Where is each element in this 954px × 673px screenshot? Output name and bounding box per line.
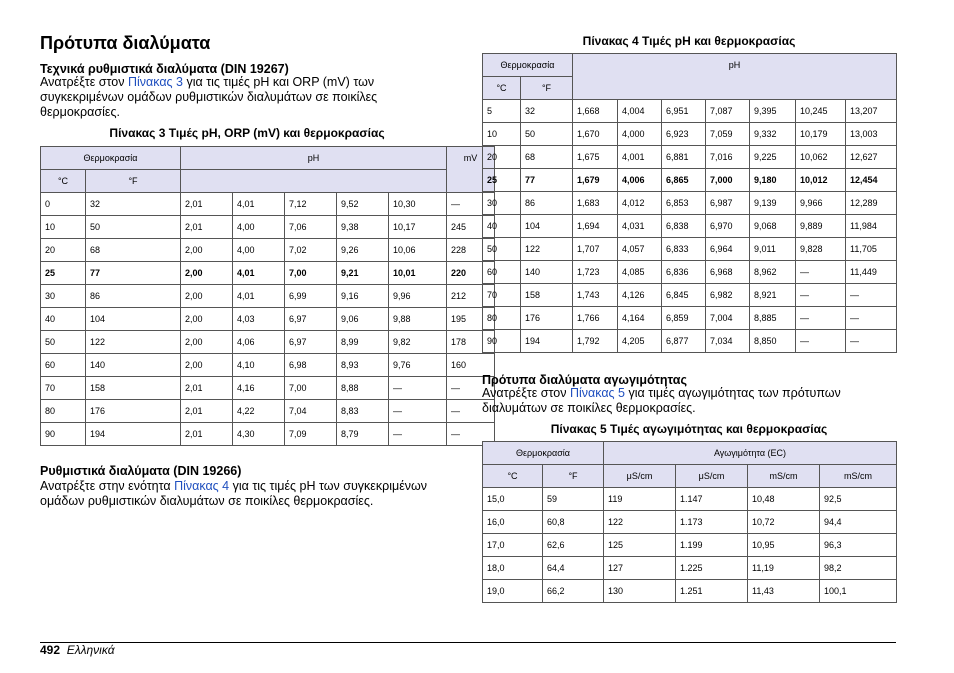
table-cell: 2,00 (181, 239, 233, 262)
table-cell: 194 (86, 423, 181, 446)
table-cell: 9,06 (337, 308, 389, 331)
table-header-unit: μS/cm (676, 465, 748, 488)
table-cell: 220 (447, 262, 495, 285)
table-cell: 20 (41, 239, 86, 262)
table-cell: 1,675 (573, 146, 618, 169)
table-cell: 10,179 (796, 123, 846, 146)
table-cell: 8,850 (750, 330, 796, 353)
table-5-subheader (483, 465, 897, 488)
table-cell: 2,01 (181, 423, 233, 446)
table-cell: 6,97 (285, 308, 337, 331)
table-cell: 86 (521, 192, 573, 215)
table-cell: 119 (604, 488, 676, 511)
table-cell: 1,694 (573, 215, 618, 238)
table-cell: 16,0 (483, 511, 543, 534)
table-cell: 10 (483, 123, 521, 146)
table-header-unit: mS/cm (748, 465, 820, 488)
footer-rule (40, 642, 896, 643)
table-cell: 9,180 (750, 169, 796, 192)
table-cell: 10,01 (389, 262, 447, 285)
table-cell: 8,83 (337, 400, 389, 423)
table-cell: 10,245 (796, 100, 846, 123)
table-row (483, 284, 897, 307)
table-cell: 11,19 (748, 557, 820, 580)
table-row (483, 146, 897, 169)
table-cell: 1.199 (676, 534, 748, 557)
table-cell: 9,38 (337, 216, 389, 239)
table-cell: 9,225 (750, 146, 796, 169)
table-cell: 2,00 (181, 331, 233, 354)
link-table-3[interactable]: Πίνακας 3 (127, 75, 184, 89)
table-cell: 12,289 (846, 192, 897, 215)
table-cell: 4,06 (233, 331, 285, 354)
table-cell: 7,04 (285, 400, 337, 423)
table-cell: — (796, 307, 846, 330)
table-cell: 4,164 (618, 307, 662, 330)
table-cell: 6,923 (662, 123, 706, 146)
table-cell: 7,016 (706, 146, 750, 169)
table-cell: 6,859 (662, 307, 706, 330)
section-heading-conductivity: Πρότυπα διαλύματα αγωγιμότητας (482, 373, 687, 387)
page-number: 492 (40, 643, 61, 657)
table-cell: 6,853 (662, 192, 706, 215)
table-header-ph: pH (181, 147, 447, 170)
table-cell: 9,332 (750, 123, 796, 146)
table-cell: 122 (86, 331, 181, 354)
table-cell: 86 (86, 285, 181, 308)
table-4-caption: Πίνακας 4 Τιμές pH και θερμοκρασίας (582, 34, 796, 48)
table-cell: 7,059 (706, 123, 750, 146)
table-cell: — (846, 284, 897, 307)
table-cell: 10,30 (389, 193, 447, 216)
table-cell: 140 (521, 261, 573, 284)
table-cell: 4,085 (618, 261, 662, 284)
table-cell: 7,00 (285, 262, 337, 285)
table-cell: 64,4 (543, 557, 604, 580)
table-cell: — (389, 377, 447, 400)
table-cell: 1,743 (573, 284, 618, 307)
table-cell: 10,062 (796, 146, 846, 169)
table-header-temperature: Θερμοκρασία (41, 147, 181, 170)
table-cell: 7,034 (706, 330, 750, 353)
table-cell: 10 (41, 216, 86, 239)
table-cell: 10,012 (796, 169, 846, 192)
table-cell: — (447, 193, 495, 216)
table-cell: 66,2 (543, 580, 604, 603)
table-3-body (41, 193, 495, 446)
table-cell: 9,395 (750, 100, 796, 123)
table-cell: 6,838 (662, 215, 706, 238)
table-cell: 11,449 (846, 261, 897, 284)
table-cell: 8,93 (337, 354, 389, 377)
table-cell: 6,99 (285, 285, 337, 308)
table-cell: 9,76 (389, 354, 447, 377)
text-segment: Ανατρέξτε στον (40, 75, 128, 89)
link-table-5[interactable]: Πίνακας 5 (569, 386, 626, 400)
table-cell: 11,43 (748, 580, 820, 603)
table-cell: 6,845 (662, 284, 706, 307)
table-cell: 104 (86, 308, 181, 331)
table-cell: — (389, 423, 447, 446)
table-cell: 7,06 (285, 216, 337, 239)
table-cell: 195 (447, 308, 495, 331)
table-cell: 2,01 (181, 377, 233, 400)
table-cell: 7,09 (285, 423, 337, 446)
table-cell: 1.147 (676, 488, 748, 511)
text-segment: για τιμές αγωγιμότητας των πρότυπων διαλυμάτων σε ποικίλες θερμοκρασίες. (482, 386, 841, 415)
table-cell: 70 (483, 284, 521, 307)
table-cell: 77 (86, 262, 181, 285)
table-cell: 32 (86, 193, 181, 216)
table-cell: — (447, 400, 495, 423)
table-header-fahrenheit: °F (86, 170, 181, 193)
table-row (483, 307, 897, 330)
table-cell: 1,707 (573, 238, 618, 261)
table-cell: 4,205 (618, 330, 662, 353)
table-row (483, 330, 897, 353)
table-cell: 7,00 (285, 377, 337, 400)
table-cell: 2,01 (181, 400, 233, 423)
table-row (483, 261, 897, 284)
table-cell: 98,2 (820, 557, 897, 580)
table-cell: 10,48 (748, 488, 820, 511)
table-cell: 30 (483, 192, 521, 215)
table-cell: 1.225 (676, 557, 748, 580)
table-cell: 96,3 (820, 534, 897, 557)
table-row (483, 488, 897, 511)
table-cell: 4,22 (233, 400, 285, 423)
table-cell: 9,011 (750, 238, 796, 261)
table-row (41, 216, 495, 239)
table-cell: 9,26 (337, 239, 389, 262)
table-cell: — (796, 284, 846, 307)
table-cell: 4,03 (233, 308, 285, 331)
table-4-body (483, 100, 897, 353)
table-cell: 158 (521, 284, 573, 307)
table-cell: 59 (543, 488, 604, 511)
table-cell: 1,683 (573, 192, 618, 215)
table-header-unit: °F (543, 465, 604, 488)
table-cell: — (796, 261, 846, 284)
table-row (41, 377, 495, 400)
table-cell: 6,987 (706, 192, 750, 215)
table-cell: 1,670 (573, 123, 618, 146)
table-cell: 19,0 (483, 580, 543, 603)
table-cell: 6,951 (662, 100, 706, 123)
table-cell: 1,723 (573, 261, 618, 284)
table-cell: 68 (521, 146, 573, 169)
table-cell: 8,885 (750, 307, 796, 330)
table-cell: 6,97 (285, 331, 337, 354)
table-cell: 6,970 (706, 215, 750, 238)
table-cell: 1,766 (573, 307, 618, 330)
table-cell: 9,068 (750, 215, 796, 238)
table-cell: 11,705 (846, 238, 897, 261)
table-4 (482, 53, 897, 353)
table-header-celsius: °C (41, 170, 86, 193)
table-cell: 9,52 (337, 193, 389, 216)
table-cell: 25 (41, 262, 86, 285)
table-cell: 8,962 (750, 261, 796, 284)
table-header-temperature: Θερμοκρασία (483, 442, 604, 465)
table-cell: 245 (447, 216, 495, 239)
table-cell: 7,12 (285, 193, 337, 216)
table-cell: 90 (41, 423, 86, 446)
table-cell: 6,964 (706, 238, 750, 261)
table-cell: 228 (447, 239, 495, 262)
table-cell: 130 (604, 580, 676, 603)
table-cell: — (846, 330, 897, 353)
table-cell: 158 (86, 377, 181, 400)
table-row (483, 100, 897, 123)
table-cell: — (447, 377, 495, 400)
page-title: Πρότυπα διαλύματα (40, 33, 211, 53)
table-cell: 12,627 (846, 146, 897, 169)
table-cell: 4,031 (618, 215, 662, 238)
table-cell: 122 (604, 511, 676, 534)
table-cell: 6,865 (662, 169, 706, 192)
table-cell: 80 (483, 307, 521, 330)
table-cell: 70 (41, 377, 86, 400)
table-cell: 80 (41, 400, 86, 423)
table-cell: 60 (483, 261, 521, 284)
table-cell: 6,877 (662, 330, 706, 353)
table-cell: 8,79 (337, 423, 389, 446)
text-segment: για τις τιμές pH των συγκεκριμένων ομάδων ρυθμιστικών διαλυμάτων σε ποικίλες θερμοκρασίες. (40, 479, 428, 508)
table-row (483, 238, 897, 261)
table-cell: 2,00 (181, 354, 233, 377)
table-row (483, 192, 897, 215)
table-cell: 50 (41, 331, 86, 354)
table-cell: 20 (483, 146, 521, 169)
table-cell: 178 (447, 331, 495, 354)
table-cell: 1,792 (573, 330, 618, 353)
table-cell: 12,454 (846, 169, 897, 192)
table-cell: 30 (41, 285, 86, 308)
table-cell: 4,004 (618, 100, 662, 123)
footer (40, 643, 115, 657)
table-cell: 176 (86, 400, 181, 423)
table-row (41, 262, 495, 285)
table-cell: 9,21 (337, 262, 389, 285)
table-cell: 8,88 (337, 377, 389, 400)
table-row (483, 511, 897, 534)
table-cell: 4,057 (618, 238, 662, 261)
table-row (483, 534, 897, 557)
table-cell: 11,984 (846, 215, 897, 238)
table-cell: 9,889 (796, 215, 846, 238)
table-cell: 9,828 (796, 238, 846, 261)
table-3 (40, 146, 495, 446)
table-5-body (483, 488, 897, 603)
table-cell: 5 (483, 100, 521, 123)
table-cell: — (389, 400, 447, 423)
table-cell: 4,006 (618, 169, 662, 192)
table-header-mv: mV (447, 147, 495, 193)
table-header-conductivity: Αγωγιμότητα (EC) (604, 442, 897, 465)
table-cell: 50 (521, 123, 573, 146)
table-row (41, 285, 495, 308)
section-heading-din19266: Ρυθμιστικά διαλύματα (DIN 19266) (40, 464, 242, 478)
table-row (483, 557, 897, 580)
table-cell: 6,98 (285, 354, 337, 377)
table-cell: 8,921 (750, 284, 796, 307)
table-cell: 10,95 (748, 534, 820, 557)
table-cell: 9,966 (796, 192, 846, 215)
table-cell: 50 (483, 238, 521, 261)
table-row (483, 123, 897, 146)
table-row (483, 215, 897, 238)
table-cell: 2,01 (181, 216, 233, 239)
table-cell: 212 (447, 285, 495, 308)
table-cell: 122 (521, 238, 573, 261)
table-row (41, 354, 495, 377)
table-cell: 62,6 (543, 534, 604, 557)
table-cell: 1,668 (573, 100, 618, 123)
table-row (483, 580, 897, 603)
table-cell: 68 (86, 239, 181, 262)
table-cell: 2,00 (181, 285, 233, 308)
table-cell: 60,8 (543, 511, 604, 534)
table-cell: 60 (41, 354, 86, 377)
table-cell: 6,833 (662, 238, 706, 261)
table-cell: 9,96 (389, 285, 447, 308)
table-cell: 4,01 (233, 193, 285, 216)
table-3-caption: Πίνακας 3 Τιμές pH, ORP (mV) και θερμοκρασίας (109, 126, 385, 140)
table-cell: 4,001 (618, 146, 662, 169)
table-cell: 7,087 (706, 100, 750, 123)
table-cell: 2,01 (181, 193, 233, 216)
table-cell: — (447, 423, 495, 446)
table-cell: 25 (483, 169, 521, 192)
table-cell: 4,01 (233, 262, 285, 285)
table-cell: 7,004 (706, 307, 750, 330)
table-row (41, 423, 495, 446)
table-cell: 6,968 (706, 261, 750, 284)
table-row (41, 331, 495, 354)
section-text-din19267 (40, 75, 405, 120)
section-heading-din19267: Τεχνικά ρυθμιστικά διαλύματα (DIN 19267) (40, 62, 289, 76)
table-cell: 140 (86, 354, 181, 377)
text-segment: Ανατρέξτε στην ενότητα (40, 479, 175, 493)
table-cell: 1.173 (676, 511, 748, 534)
section-text-din19266 (40, 479, 454, 509)
text-segment: Ανατρέξτε στον (482, 386, 570, 400)
table-row (41, 308, 495, 331)
table-cell: 40 (483, 215, 521, 238)
table-header-temperature: Θερμοκρασία (483, 54, 573, 77)
table-cell: 77 (521, 169, 573, 192)
table-cell: 92,5 (820, 488, 897, 511)
table-cell: 4,30 (233, 423, 285, 446)
table-5 (482, 441, 897, 603)
table-cell: 2,00 (181, 262, 233, 285)
table-row (41, 400, 495, 423)
table-cell: 9,82 (389, 331, 447, 354)
table-header-fahrenheit: °F (521, 77, 573, 100)
table-cell: 1,679 (573, 169, 618, 192)
footer-language: Ελληνικά (66, 643, 115, 657)
table-header-unit: °C (483, 465, 543, 488)
table-cell: 0 (41, 193, 86, 216)
table-cell: 100,1 (820, 580, 897, 603)
table-cell: 4,012 (618, 192, 662, 215)
table-cell: 8,99 (337, 331, 389, 354)
table-cell: 4,01 (233, 285, 285, 308)
table-cell: 10,72 (748, 511, 820, 534)
table-row (41, 193, 495, 216)
table-cell: 6,836 (662, 261, 706, 284)
table-cell: 7,000 (706, 169, 750, 192)
table-cell: 4,10 (233, 354, 285, 377)
table-cell: 7,02 (285, 239, 337, 262)
table-cell: 9,88 (389, 308, 447, 331)
table-header-blank (181, 170, 447, 193)
table-cell: 17,0 (483, 534, 543, 557)
table-cell: 10,17 (389, 216, 447, 239)
table-cell: 4,00 (233, 216, 285, 239)
table-cell: 194 (521, 330, 573, 353)
table-cell: 9,139 (750, 192, 796, 215)
table-cell: 104 (521, 215, 573, 238)
table-cell: 4,000 (618, 123, 662, 146)
table-cell: 10,06 (389, 239, 447, 262)
table-cell: 4,00 (233, 239, 285, 262)
table-cell: 125 (604, 534, 676, 557)
table-cell: 176 (521, 307, 573, 330)
text-segment: για τις τιμές pH και ORP (mV) των συγκεκριμένων ομάδων ρυθμιστικών διαλυμάτων σε ποικίλες θερμοκρασίες. (40, 75, 378, 119)
section-text-conductivity (482, 386, 842, 416)
table-row (483, 169, 897, 192)
table-cell: 9,16 (337, 285, 389, 308)
table-cell: 1.251 (676, 580, 748, 603)
table-cell: 18,0 (483, 557, 543, 580)
link-table-4[interactable]: Πίνακας 4 (174, 479, 230, 493)
table-cell: 13,003 (846, 123, 897, 146)
table-cell: 50 (86, 216, 181, 239)
table-cell: — (796, 330, 846, 353)
table-cell: 6,982 (706, 284, 750, 307)
table-cell: 15,0 (483, 488, 543, 511)
table-5-caption: Πίνακας 5 Τιμές αγωγιμότητας και θερμοκρασίας (550, 422, 828, 436)
table-header-celsius: °C (483, 77, 521, 100)
table-cell: 40 (41, 308, 86, 331)
table-cell: 32 (521, 100, 573, 123)
table-cell: 4,126 (618, 284, 662, 307)
table-cell: 2,00 (181, 308, 233, 331)
table-header-unit: μS/cm (604, 465, 676, 488)
table-row (41, 239, 495, 262)
table-cell: 90 (483, 330, 521, 353)
table-cell: 127 (604, 557, 676, 580)
table-cell: 13,207 (846, 100, 897, 123)
table-cell: 160 (447, 354, 495, 377)
table-cell: 94,4 (820, 511, 897, 534)
table-header-ph: pH (573, 54, 897, 100)
table-cell: 6,881 (662, 146, 706, 169)
table-cell: 4,16 (233, 377, 285, 400)
table-header-unit: mS/cm (820, 465, 897, 488)
table-cell: — (846, 307, 897, 330)
